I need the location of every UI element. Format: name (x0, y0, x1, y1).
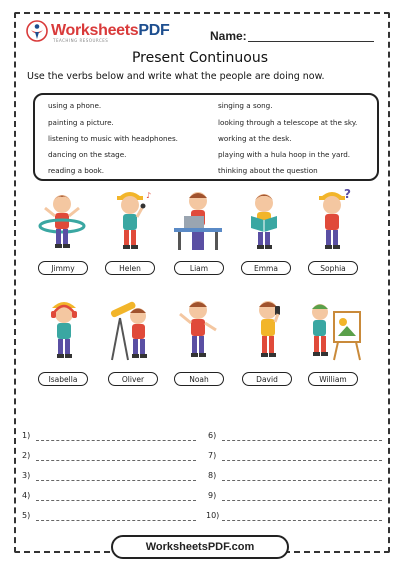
verb-item: listening to music with headphones. (48, 134, 178, 143)
verb-item: thinking about the question (218, 166, 318, 175)
answer-number: 6) (208, 431, 217, 440)
answer-number: 5) (22, 511, 31, 520)
verb-item: working at the desk. (218, 134, 292, 143)
answer-number: 10) (206, 511, 220, 520)
answer-number: 4) (22, 491, 31, 500)
kid-working-at-desk-illustration (170, 186, 226, 256)
svg-text:?: ? (344, 187, 351, 201)
answer-line-3[interactable] (36, 480, 196, 481)
kid-hula-hoop-illustration (36, 186, 88, 256)
kid-singing-illustration (104, 184, 156, 256)
answer-line-6[interactable] (222, 440, 382, 441)
svg-text:♪: ♪ (146, 191, 152, 200)
kid-thinking-illustration (306, 184, 358, 256)
answer-line-8[interactable] (222, 480, 382, 481)
answer-number: 8) (208, 471, 217, 480)
verb-item: reading a book. (48, 166, 105, 175)
kid-reading-book-illustration (238, 186, 290, 256)
answer-line-1[interactable] (36, 440, 196, 441)
answer-number: 1) (22, 431, 31, 440)
answer-line-10[interactable] (222, 520, 382, 521)
answer-line-9[interactable] (222, 500, 382, 501)
logo-tagline: TEACHING RESOURCES (53, 38, 109, 43)
verb-item: dancing on the stage. (48, 150, 127, 159)
name-tag-david: David (242, 372, 292, 386)
verb-item: using a phone. (48, 101, 102, 110)
name-tag-liam: Liam (174, 261, 224, 275)
answer-line-2[interactable] (36, 460, 196, 461)
answer-line-7[interactable] (222, 460, 382, 461)
page-title: Present Continuous (131, 50, 269, 66)
name-tag-isabella: Isabella (38, 372, 88, 386)
footer-website[interactable]: WorksheetsPDF.com (111, 535, 289, 559)
kid-painting-illustration (302, 294, 364, 366)
answer-line-4[interactable] (36, 500, 196, 501)
logo-person-icon (26, 20, 48, 42)
name-label: Name: (210, 29, 247, 43)
kid-phone-illustration (242, 294, 294, 366)
answer-number: 7) (208, 451, 217, 460)
logo-wordmark: WorksheetsPDF (51, 22, 170, 39)
name-tag-william: William (308, 372, 358, 386)
name-tag-helen: Helen (105, 261, 155, 275)
verb-item: painting a picture. (48, 118, 114, 127)
answer-number: 9) (208, 491, 217, 500)
verb-item: looking through a telescope at the sky. (218, 118, 358, 127)
kid-telescope-illustration (102, 294, 158, 366)
answer-number: 2) (22, 451, 31, 460)
name-tag-noah: Noah (174, 372, 224, 386)
name-tag-emma: Emma (241, 261, 291, 275)
name-tag-sophia: Sophia (308, 261, 358, 275)
kid-dancing-illustration (172, 294, 224, 366)
name-tag-jimmy: Jimmy (38, 261, 88, 275)
kid-headphones-illustration (38, 294, 90, 366)
name-write-line[interactable] (248, 41, 374, 42)
verb-item: playing with a hula hoop in the yard. (218, 150, 351, 159)
name-tag-oliver: Oliver (108, 372, 158, 386)
answer-number: 3) (22, 471, 31, 480)
answer-line-5[interactable] (36, 520, 196, 521)
instruction-text: Use the verbs below and write what the people are doing now. (27, 71, 325, 82)
verb-item: singing a song. (218, 101, 273, 110)
